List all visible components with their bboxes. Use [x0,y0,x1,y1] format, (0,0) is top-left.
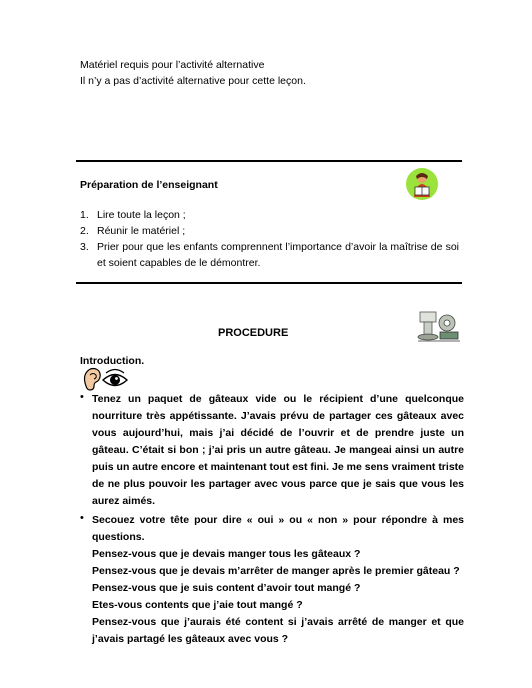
step-text: Lire toute la leçon ; [97,209,186,221]
teacher-reading-icon [404,167,440,201]
list-item [80,512,464,648]
question: Pensez-vous que je devais manger tous les gâteaux ? [92,548,361,560]
question: Pensez-vous que je devais m’arrêter de manger après le premier gâteau ? [92,565,460,577]
gears-icon [416,308,462,342]
step-number: 2. [80,225,89,237]
alt-activity-text: Il n’y a pas d’activité alternative pour cette leçon. [80,75,306,87]
bullet-text: Secouez votre tête pour dire « oui » ou « non » pour répondre à mes questions. [92,514,464,543]
prep-step [80,207,459,223]
prep-step [80,239,459,271]
bullet-marker: • [80,512,84,524]
step-number: 3. [80,241,89,253]
section-divider [76,160,462,162]
list-item [80,391,464,510]
question: Etes-vous contents que j’aie tout mangé ? [92,599,303,611]
section-divider [76,282,462,284]
alt-activity-title: Matériel requis pour l’activité alternative [80,59,265,71]
step-text: Réunir le matériel ; [97,225,186,237]
eye-icon [101,366,129,392]
bullet-marker: • [80,391,84,403]
question: Pensez-vous que j’aurais été content si j’avais arrêté de manger et que j’avais partagé les gâteaux avec vous ? [92,616,464,645]
intro-icons [80,366,128,392]
prep-title: Préparation de l’enseignant [80,179,218,191]
procedure-title: PROCEDURE [218,327,289,339]
bullet-text: Tenez un paquet de gâteaux vide ou le récipient d’une quelconque nourriture très appétissante. J’avais prévu de partager ces gâteaux avec vous aujourd’hui, mais j’ai décidé de l’ouvrir et de prendre juste un gâteau. C’était si bon ; j’ai pris un autre gâteau. Je mangeai ainsi un autre puis un autre encore et maintenant tout est fini. Je me sens vraiment triste de ne plus pouvoir les partager avec vous parce que je sais que vous les aurez aimés. [92,393,464,507]
step-number: 1. [80,209,89,221]
step-text: Prier pour que les enfants comprennent l’importance d’avoir la maîtrise de soi et soient capables de le démontrer. [97,241,459,269]
intro-label: Introduction. [80,355,145,367]
question: Pensez-vous que je suis content d’avoir tout mangé ? [92,582,361,594]
prep-steps [80,207,459,271]
prep-step [80,223,459,239]
